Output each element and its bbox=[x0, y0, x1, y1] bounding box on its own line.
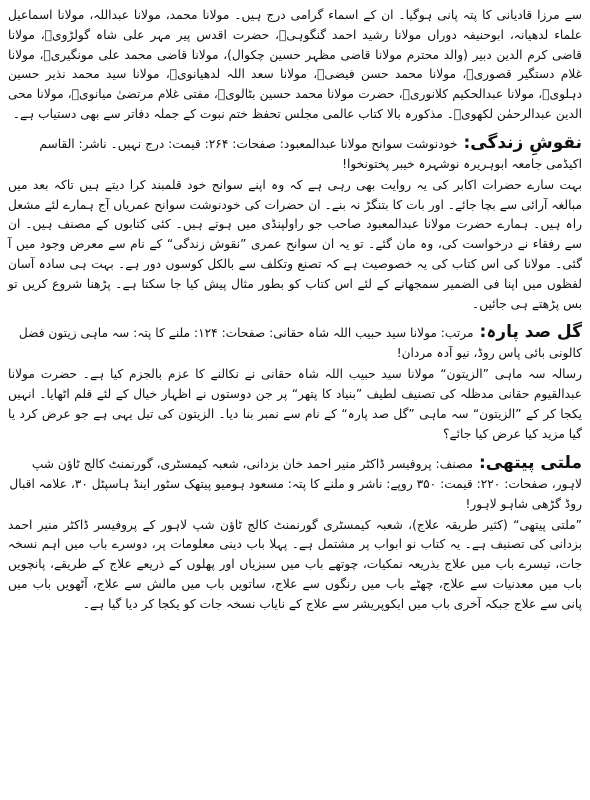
review-body: بہت سارے حضرات اکابر کی یہ روایت بھی رہی ہے کہ وہ اپنے سوانح خود قلمبند کرا دیتے ہیں تاکہ بعد میں مبالغہ آرائی سے بچا جائے۔ اور بات کا بتنگڑ نہ بنے۔ ان حضرات کی خودنوشت سوانح عمریاں آج ہمارے لئے مشعل راہ ہیں۔ ہمارے حضرت مولانا عبدالمعبود صاحب جو راولپنڈی میں ہوتے ہیں۔ کئی کتابوں کے مصنف ہیں۔ ان سے رفقاء نے درخواست کی، وہ مان گئے۔ تو یہ ان سوانح عمری ”نقوش زندگی“ کے نام سے معرض وجود میں آ گئی۔ مولانا کی اس کتاب کی یہ خصوصیت ہے کہ تصنع وتکلف سے بالکل کوسوں دور ہے۔ بہت ہی سادہ آسان لفظوں میں اپنا فی الضمیر سمجھانے کے لئے اس کتاب کو بطور مثال پیش کیا جا سکتا ہے۔ پڑھنا شروع کریں تو بس پڑھتے ہی جائیں۔ bbox=[8, 177, 582, 311]
review-heading bbox=[8, 133, 582, 174]
book-title: گل صد پارہ: bbox=[479, 322, 582, 343]
book-details: خودنوشت سوانح مولانا عبدالمعبود: صفحات: ۲۶۴: قیمت: درج نہیں۔ ناشر: القاسم اکیڈمی جامعہ ابوہریرہ نوشہرہ خیبر پختونخوا! bbox=[39, 136, 582, 171]
review-naqoosh-e-zindagi bbox=[8, 133, 582, 315]
book-title: ملتی پیتھی: bbox=[478, 452, 582, 473]
intro-paragraph: سے مرزا قادیانی کا پتہ پانی ہوگیا۔ ان کے اسماء گرامی درج ہیں۔ مولانا محمد، مولانا عبداللہ، مولانا اسماعیل علماء لدھیانہ، ابوحنیفہ دوراں مولانا رشید احمد گنگوہیؒ، حضرت اقدس پیر مہر علی شاہ گولڑویؒ، مولانا قاضی کرم الدین دبیر (والد محترم مولانا قاضی مظہر حسین چکوال)، مولانا قاضی محمد علی مونگیریؒ، مولانا غلام دستگیر قصوریؒ، مولانا محمد حسن فیضیؒ، مولانا سعد اللہ لدھیانویؒ، مولانا سید محمد نذیر حسین دہلویؒ، مولانا عبدالحکیم کلانوریؒ، حضرت مولانا محمد حسین بٹالویؒ، مفتی غلام مرتضیٰ میانویؒ، مولانا محی الدین عبدالرحمٰن لکھویؒ۔ مذکورہ بالا کتاب عالمی مجلس تحفظ ختم نبوت کے جملہ دفاتر سے بھی دستیاب ہے۔ bbox=[8, 8, 582, 121]
review-heading bbox=[8, 322, 582, 363]
book-details: مرتب: مولانا سید حبیب اللہ شاہ حقانی: صفحات: ۱۲۴: ملنے کا پتہ: سہ ماہی زیتون فضل کالونی بائی پاس روڈ، نیو آدہ مردان! bbox=[18, 326, 582, 361]
review-heading bbox=[8, 453, 582, 514]
review-multi-pathy bbox=[8, 453, 582, 615]
review-gul-e-sad-para bbox=[8, 322, 582, 444]
review-body: رسالہ سہ ماہی ”الزیتون“ مولانا سید حبیب اللہ شاہ حقانی نے نکالنے کا عزم بالجزم کیا ہے۔ حضرت مولانا عبدالقیوم حقانی مدظلہ کی تصنیف لطیف ”بنیاد کا پتھر“ پر جن دوستوں نے اظہار خیال کے لئے قلم اٹھایا۔ انہیں یکجا کر کے ”الزیتون“ سہ ماہی ”گل صد پارہ“ کے نام سے نمبر بنا دیا۔ الزیتون کی تیل یہی ہے جو عرض کرد یا گیا مزید کیا عرض کیا جائے؟ bbox=[8, 367, 582, 441]
book-details: مصنف: پروفیسر ڈاکٹر منیر احمد خان بزدانی، شعبہ کیمسٹری، گورنمنٹ کالج ٹاؤن شپ لاہور، صفحات: ۲۲۰: قیمت: ۳۵۰ روپے: ناشر و ملنے کا پتہ: مسعود ہومیو پیتھک سٹور اینڈ ہاسپٹل ۳۰، علامہ اقبال روڈ گڑھی شاہو لاہور! bbox=[9, 456, 582, 511]
book-title: نقوشِ زندگی: bbox=[463, 132, 582, 153]
review-body: ”ملتی پیتھی“ (کثیر طریقہ علاج)، شعبہ کیمسٹری گورنمنٹ کالج ٹاؤن شپ لاہور کے پروفیسر ڈاکٹر منیر احمد بزدانی کی تصنیف ہے۔ یہ کتاب نو ابواب پر مشتمل ہے۔ پہلا باب دینی معلومات پر، دوسرے باب میں اہم نسخہ جات، تیسرے باب میں علاج بذریعہ نمکیات، چوتھے باب میں سبزیاں اور پھلوں کے ذریعے علاج کے طریقے، پانچویں باب میں معدنیات سے علاج، چھٹے باب میں رنگوں سے علاج، ساتویں باب میں مالش سے علاج، آٹھویں باب میں پانی سے علاج جبکہ آخری باب میں ایکوپریشر سے علاج کے نایاب نسخہ جات کو یکجا کر دیا گیا ہے۔ bbox=[8, 517, 582, 611]
